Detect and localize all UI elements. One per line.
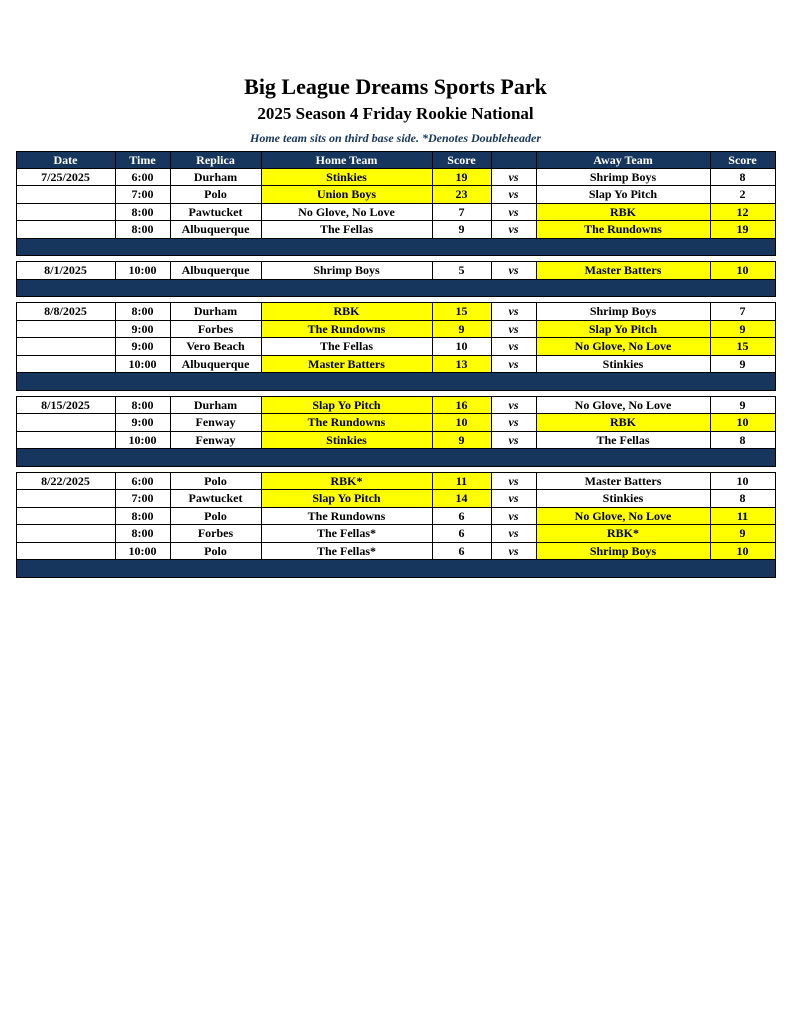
header-vs	[491, 151, 536, 168]
away-team: No Glove, No Love	[536, 338, 710, 356]
home-team: The Fellas	[261, 338, 432, 356]
away-team: Slap Yo Pitch	[536, 186, 710, 204]
home-score: 7	[432, 203, 491, 221]
game-replica: Albuquerque	[170, 355, 261, 373]
game-replica: Albuquerque	[170, 262, 261, 280]
home-team: Union Boys	[261, 186, 432, 204]
separator-row	[16, 560, 775, 578]
schedule-body	[16, 168, 775, 577]
page-note: Home team sits on third base side. *Denotes Doubleheader	[250, 130, 541, 145]
header-home-score: Score	[432, 151, 491, 168]
game-time: 8:00	[115, 396, 170, 414]
game-date: 8/22/2025	[16, 472, 115, 490]
game-replica: Albuquerque	[170, 221, 261, 239]
home-team: The Rundowns	[261, 507, 432, 525]
schedule-table	[16, 151, 776, 578]
game-row	[16, 507, 775, 525]
vs-label: vs	[491, 320, 536, 338]
game-replica: Fenway	[170, 414, 261, 432]
game-row	[16, 431, 775, 449]
home-team: The Rundowns	[261, 320, 432, 338]
game-date: 8/8/2025	[16, 303, 115, 321]
home-score: 10	[432, 414, 491, 432]
game-row	[16, 303, 775, 321]
away-team: RBK	[536, 414, 710, 432]
game-row	[16, 355, 775, 373]
game-date	[16, 203, 115, 221]
game-replica: Forbes	[170, 320, 261, 338]
game-date	[16, 320, 115, 338]
game-date: 8/1/2025	[16, 262, 115, 280]
game-row	[16, 542, 775, 560]
game-time: 8:00	[115, 221, 170, 239]
vs-label: vs	[491, 507, 536, 525]
vs-label: vs	[491, 221, 536, 239]
away-score: 9	[710, 525, 775, 543]
game-time: 10:00	[115, 542, 170, 560]
game-replica: Pawtucket	[170, 490, 261, 508]
home-team: RBK*	[261, 472, 432, 490]
game-row	[16, 525, 775, 543]
vs-label: vs	[491, 396, 536, 414]
header-date: Date	[16, 151, 115, 168]
game-replica: Pawtucket	[170, 203, 261, 221]
away-team: Stinkies	[536, 490, 710, 508]
home-score: 6	[432, 525, 491, 543]
away-team: The Fellas	[536, 431, 710, 449]
game-date	[16, 525, 115, 543]
game-row	[16, 414, 775, 432]
game-replica: Polo	[170, 472, 261, 490]
game-replica: Forbes	[170, 525, 261, 543]
game-time: 10:00	[115, 431, 170, 449]
vs-label: vs	[491, 262, 536, 280]
home-team: Stinkies	[261, 168, 432, 186]
home-score: 11	[432, 472, 491, 490]
game-replica: Polo	[170, 186, 261, 204]
game-time: 9:00	[115, 320, 170, 338]
away-score: 8	[710, 490, 775, 508]
game-row	[16, 262, 775, 280]
game-time: 8:00	[115, 507, 170, 525]
away-team: Shrimp Boys	[536, 168, 710, 186]
separator-row	[16, 449, 775, 467]
game-row	[16, 186, 775, 204]
header-row	[16, 151, 775, 168]
game-date	[16, 490, 115, 508]
game-time: 6:00	[115, 168, 170, 186]
away-score: 8	[710, 431, 775, 449]
home-team: No Glove, No Love	[261, 203, 432, 221]
vs-label: vs	[491, 472, 536, 490]
vs-label: vs	[491, 168, 536, 186]
game-time: 10:00	[115, 355, 170, 373]
away-score: 9	[710, 355, 775, 373]
vs-label: vs	[491, 203, 536, 221]
game-replica: Durham	[170, 396, 261, 414]
home-team: The Fellas	[261, 221, 432, 239]
away-team: RBK*	[536, 525, 710, 543]
home-team: Slap Yo Pitch	[261, 396, 432, 414]
header-away-team: Away Team	[536, 151, 710, 168]
home-team: Slap Yo Pitch	[261, 490, 432, 508]
game-row	[16, 490, 775, 508]
away-team: Master Batters	[536, 262, 710, 280]
home-score: 9	[432, 431, 491, 449]
game-date	[16, 507, 115, 525]
vs-label: vs	[491, 355, 536, 373]
away-score: 12	[710, 203, 775, 221]
game-date	[16, 186, 115, 204]
game-date	[16, 221, 115, 239]
away-team: Shrimp Boys	[536, 303, 710, 321]
home-team: Stinkies	[261, 431, 432, 449]
game-time: 10:00	[115, 262, 170, 280]
away-score: 10	[710, 414, 775, 432]
away-team: Shrimp Boys	[536, 542, 710, 560]
away-score: 10	[710, 472, 775, 490]
game-row	[16, 221, 775, 239]
schedule-header	[16, 151, 775, 168]
separator-row	[16, 238, 775, 256]
game-replica: Vero Beach	[170, 338, 261, 356]
page-subtitle: 2025 Season 4 Friday Rookie National	[257, 104, 534, 124]
away-team: No Glove, No Love	[536, 396, 710, 414]
game-date: 7/25/2025	[16, 168, 115, 186]
home-score: 10	[432, 338, 491, 356]
away-team: Stinkies	[536, 355, 710, 373]
header-replica: Replica	[170, 151, 261, 168]
game-replica: Fenway	[170, 431, 261, 449]
away-team: No Glove, No Love	[536, 507, 710, 525]
header-time: Time	[115, 151, 170, 168]
vs-label: vs	[491, 542, 536, 560]
separator-bar	[16, 279, 775, 297]
header-away-score: Score	[710, 151, 775, 168]
away-score: 9	[710, 320, 775, 338]
home-team: The Fellas*	[261, 525, 432, 543]
vs-label: vs	[491, 303, 536, 321]
game-time: 9:00	[115, 414, 170, 432]
separator-bar	[16, 560, 775, 578]
game-time: 9:00	[115, 338, 170, 356]
away-score: 10	[710, 262, 775, 280]
game-replica: Polo	[170, 507, 261, 525]
home-team: The Fellas*	[261, 542, 432, 560]
game-row	[16, 168, 775, 186]
away-score: 2	[710, 186, 775, 204]
away-score: 15	[710, 338, 775, 356]
game-time: 8:00	[115, 303, 170, 321]
game-time: 6:00	[115, 472, 170, 490]
game-row	[16, 338, 775, 356]
home-score: 23	[432, 186, 491, 204]
game-date	[16, 338, 115, 356]
home-score: 9	[432, 221, 491, 239]
game-time: 8:00	[115, 203, 170, 221]
away-team: Slap Yo Pitch	[536, 320, 710, 338]
separator-bar	[16, 238, 775, 256]
game-time: 7:00	[115, 186, 170, 204]
vs-label: vs	[491, 431, 536, 449]
game-date	[16, 355, 115, 373]
away-score: 10	[710, 542, 775, 560]
game-date	[16, 542, 115, 560]
away-score: 7	[710, 303, 775, 321]
game-replica: Durham	[170, 303, 261, 321]
home-score: 16	[432, 396, 491, 414]
home-team: Master Batters	[261, 355, 432, 373]
game-date: 8/15/2025	[16, 396, 115, 414]
home-score: 9	[432, 320, 491, 338]
vs-label: vs	[491, 525, 536, 543]
home-score: 15	[432, 303, 491, 321]
home-score: 6	[432, 507, 491, 525]
home-score: 13	[432, 355, 491, 373]
separator-row	[16, 373, 775, 391]
vs-label: vs	[491, 338, 536, 356]
game-row	[16, 320, 775, 338]
game-row	[16, 203, 775, 221]
away-team: RBK	[536, 203, 710, 221]
home-score: 5	[432, 262, 491, 280]
vs-label: vs	[491, 490, 536, 508]
home-score: 14	[432, 490, 491, 508]
away-team: Master Batters	[536, 472, 710, 490]
separator-bar	[16, 449, 775, 467]
separator-row	[16, 279, 775, 297]
game-row	[16, 472, 775, 490]
header-home-team: Home Team	[261, 151, 432, 168]
away-score: 11	[710, 507, 775, 525]
away-team: The Rundowns	[536, 221, 710, 239]
away-score: 9	[710, 396, 775, 414]
home-team: Shrimp Boys	[261, 262, 432, 280]
away-score: 8	[710, 168, 775, 186]
game-row	[16, 396, 775, 414]
game-date	[16, 414, 115, 432]
page-title: Big League Dreams Sports Park	[244, 74, 547, 99]
home-team: The Rundowns	[261, 414, 432, 432]
separator-bar	[16, 373, 775, 391]
game-time: 7:00	[115, 490, 170, 508]
game-replica: Durham	[170, 168, 261, 186]
home-score: 6	[432, 542, 491, 560]
home-score: 19	[432, 168, 491, 186]
vs-label: vs	[491, 186, 536, 204]
vs-label: vs	[491, 414, 536, 432]
away-score: 19	[710, 221, 775, 239]
game-time: 8:00	[115, 525, 170, 543]
home-team: RBK	[261, 303, 432, 321]
game-replica: Polo	[170, 542, 261, 560]
game-date	[16, 431, 115, 449]
